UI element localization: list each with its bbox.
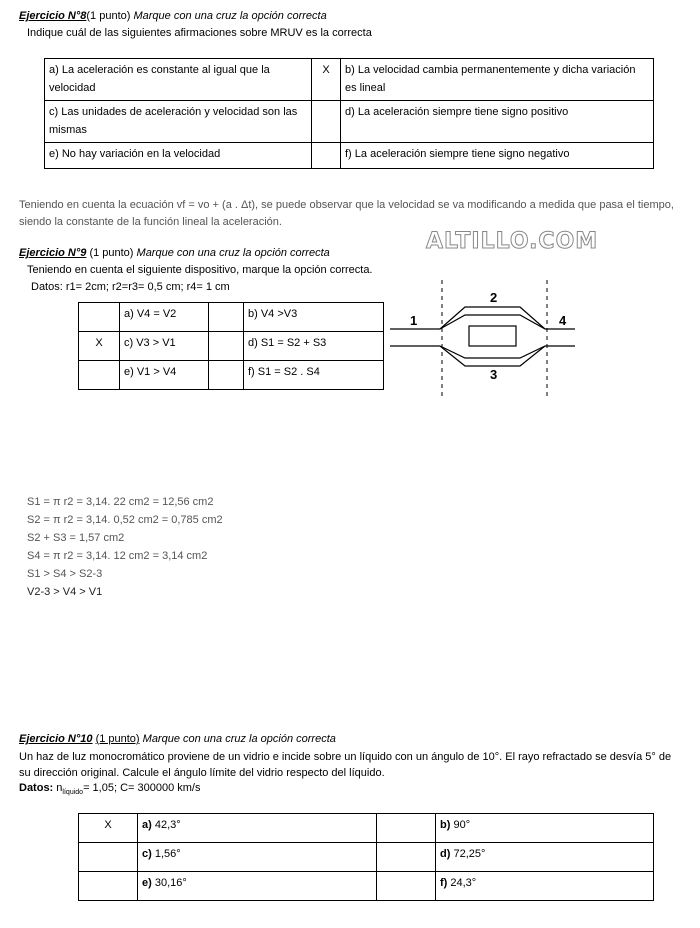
table-row (79, 332, 384, 361)
calc-line: S1 > S4 > S2-3 (27, 568, 103, 580)
section-4-label: 4 (559, 313, 567, 328)
calc-line: S1 = π r2 = 3,14. 22 cm2 = 12,56 cm2 (27, 496, 214, 508)
option-a[interactable]: a) V4 = V2 (120, 303, 209, 332)
ex8-instruction: Marque con una cruz la opción correcta (133, 10, 327, 22)
table-row (45, 101, 654, 143)
ex9-heading (19, 247, 330, 259)
option-d[interactable]: d) 72,25° (436, 843, 654, 872)
ex10-question: Un haz de luz monocromático proviene de un vidrio e incide sobre un líquido con un ángulo de 10°. El rayo refractado se desvía 5° de su dirección original. Calcule el ángulo límite del vidrio respecto del líquido. (19, 751, 672, 779)
ex10-heading (19, 733, 336, 745)
table-row (79, 843, 654, 872)
mark-cell[interactable] (79, 303, 120, 332)
blank-cell[interactable] (209, 303, 244, 332)
ex9-question: Teniendo en cuenta el siguiente dispositivo, marque la opción correcta. (27, 264, 373, 276)
ex9-label: Ejercicio N°9 (19, 247, 87, 259)
ex10-options-table (78, 813, 654, 901)
n-symbol: n (56, 782, 63, 794)
blank-cell[interactable] (377, 843, 436, 872)
option-d[interactable]: d) La aceleración siempre tiene signo positivo (341, 101, 654, 143)
ex8-options-table (44, 58, 654, 169)
option-b[interactable]: b) V4 >V3 (244, 303, 384, 332)
ex10-data (19, 782, 200, 796)
data-label: Datos: (19, 782, 54, 794)
option-a[interactable]: a) 42,3° (138, 814, 377, 843)
option-e[interactable]: e) 30,16° (138, 872, 377, 901)
watermark-logo: ALTILLO.COM (426, 229, 599, 254)
ex8-points: (1 punto) (86, 10, 131, 22)
blank-cell[interactable] (377, 814, 436, 843)
ex9-data: Datos: r1= 2cm; r2=r3= 0,5 cm; r4= 1 cm (31, 281, 230, 293)
mark-cell[interactable]: X (79, 332, 120, 361)
mark-cell[interactable] (312, 143, 341, 169)
ex9-options-table (78, 302, 384, 390)
option-f[interactable]: f) 24,3° (436, 872, 654, 901)
data-values: = 1,05; C= 300000 km/s (83, 782, 201, 794)
calc-line: S2 = π r2 = 3,14. 0,52 cm2 = 0,785 cm2 (27, 514, 223, 526)
calc-line: V2-3 > V4 > V1 (27, 586, 103, 598)
table-row (45, 59, 654, 101)
ex8-label: Ejercicio N°8 (19, 10, 87, 22)
option-e[interactable]: e) V1 > V4 (120, 361, 209, 390)
section-1-label: 1 (410, 313, 418, 328)
table-row (79, 814, 654, 843)
option-b[interactable]: b) 90° (436, 814, 654, 843)
table-row (79, 872, 654, 901)
section-2-label: 2 (490, 290, 498, 305)
mark-cell[interactable]: X (79, 814, 138, 843)
mark-cell[interactable] (79, 361, 120, 390)
pipe-diagram (385, 280, 585, 400)
option-c[interactable]: c) V3 > V1 (120, 332, 209, 361)
option-f[interactable]: f) S1 = S2 . S4 (244, 361, 384, 390)
option-f[interactable]: f) La aceleración siempre tiene signo negativo (341, 143, 654, 169)
ex10-points: (1 punto) (95, 733, 140, 745)
blank-cell[interactable] (209, 332, 244, 361)
ex10-instruction: Marque con una cruz la opción correcta (142, 733, 336, 745)
ex8-explanation: Teniendo en cuenta la ecuación vf = vo + (a . Δt), se puede observar que la velocidad se va modificando a medida que pasa el tiempo, siendo la constante de la función lineal la aceleración. (19, 199, 674, 228)
section-3-label: 3 (490, 367, 498, 382)
option-b[interactable]: b) La velocidad cambia permanentemente y dicha variación es lineal (341, 59, 654, 101)
ex8-question: Indique cuál de las siguientes afirmaciones sobre MRUV es la correcta (27, 27, 372, 39)
ex10-label: Ejercicio N°10 (19, 733, 93, 745)
option-a[interactable]: a) La aceleración es constante al igual que la velocidad (45, 59, 312, 101)
option-d[interactable]: d) S1 = S2 + S3 (244, 332, 384, 361)
option-e[interactable]: e) No hay variación en la velocidad (45, 143, 312, 169)
mark-cell[interactable]: X (312, 59, 341, 101)
blank-cell[interactable] (209, 361, 244, 390)
mark-cell[interactable] (312, 101, 341, 143)
option-c[interactable]: c) 1,56° (138, 843, 377, 872)
table-row (45, 143, 654, 169)
ex8-heading (19, 10, 327, 22)
mark-cell[interactable] (79, 872, 138, 901)
calc-line: S2 + S3 = 1,57 cm2 (27, 532, 125, 544)
ex9-instruction: Marque con una cruz la opción correcta (136, 247, 330, 259)
calc-line: S4 = π r2 = 3,14. 12 cm2 = 3,14 cm2 (27, 550, 208, 562)
n-subscript: líquido (62, 789, 84, 797)
ex9-calculations (27, 493, 223, 601)
table-row (79, 361, 384, 390)
blank-cell[interactable] (377, 872, 436, 901)
mark-cell[interactable] (79, 843, 138, 872)
table-row (79, 303, 384, 332)
ex9-points: (1 punto) (89, 247, 134, 259)
option-c[interactable]: c) Las unidades de aceleración y velocidad son las mismas (45, 101, 312, 143)
